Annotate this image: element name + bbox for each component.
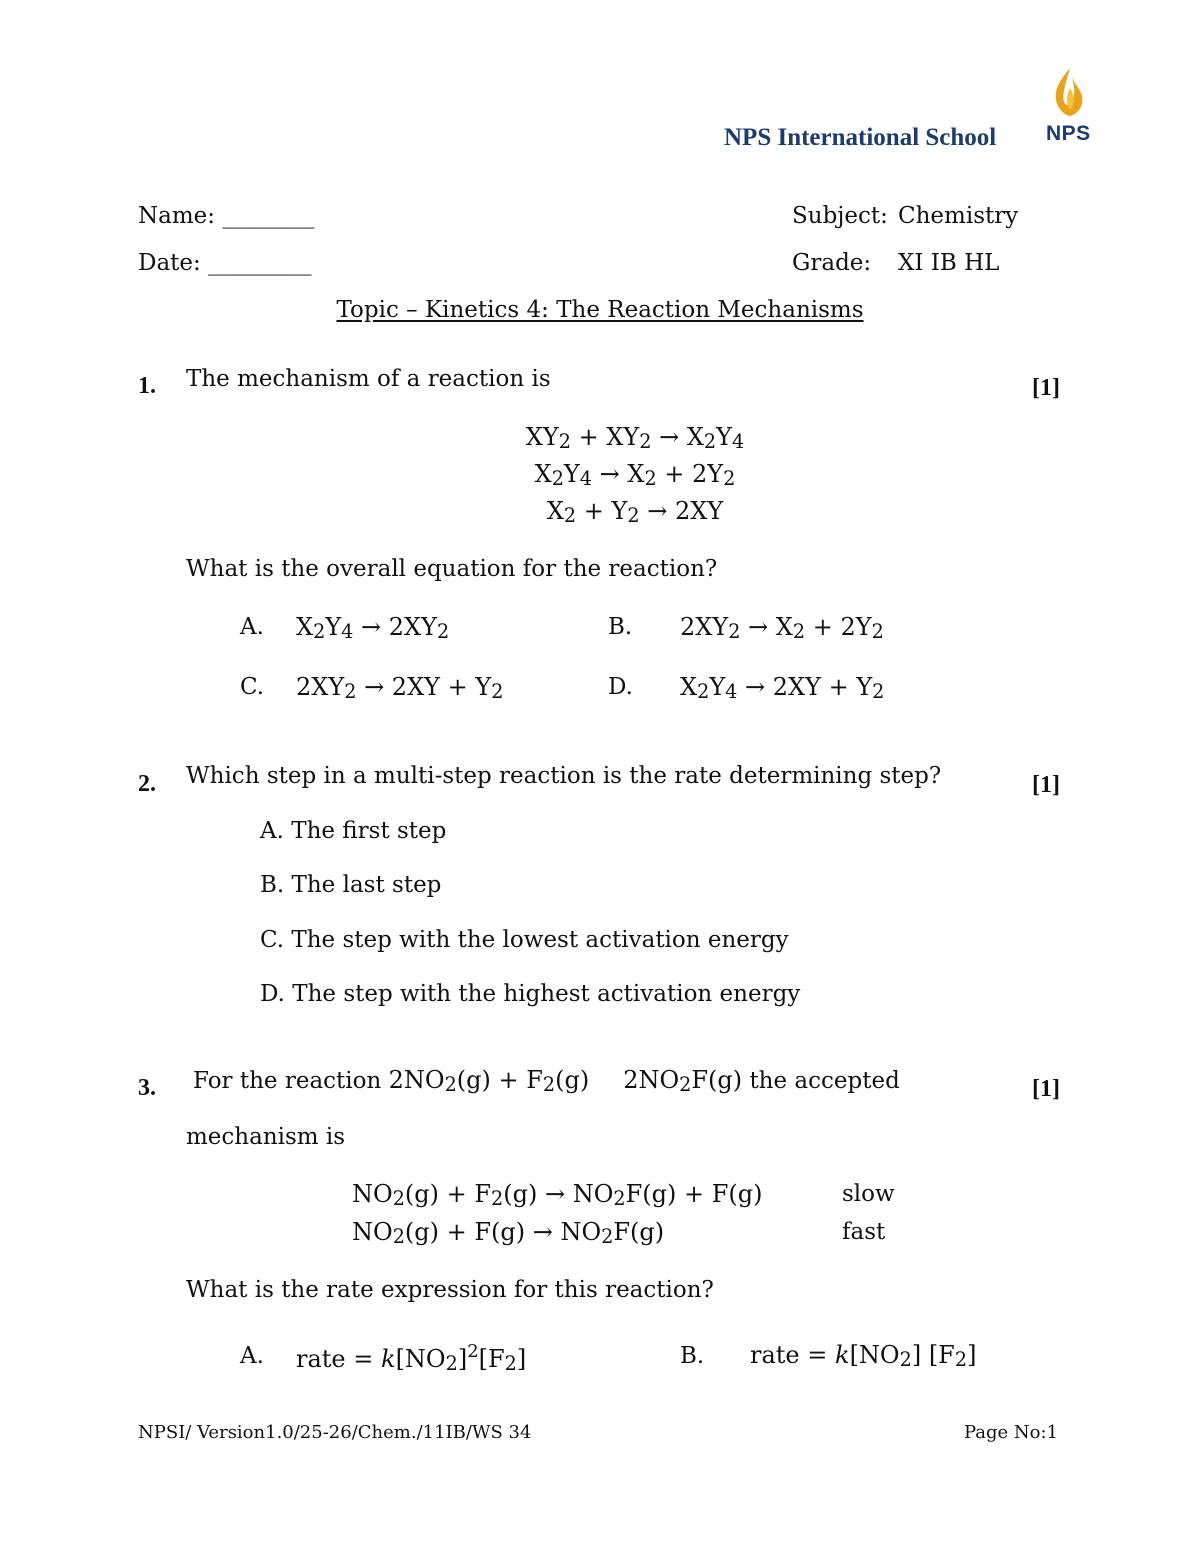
q3-option-b-label: B. — [680, 1343, 705, 1369]
q3-option-a[interactable]: rate = $k[NO_2]^2[F_2]$ — [296, 1341, 527, 1375]
subject-value: Chemistry — [898, 203, 1019, 229]
logo-text: NPS — [1046, 122, 1091, 145]
name-field — [138, 203, 314, 229]
q3-mechanism-step-2: $NO_2(g) + F(g) \to NO_2F(g)$ — [352, 1218, 665, 1248]
q1-mechanism-step-1: $XY_2 + XY_2 \to X_2Y_4$ — [525, 423, 745, 453]
q2-marks: [1] — [1032, 772, 1060, 798]
q1-option-b[interactable]: $2XY_2 \to X_2 + 2Y_2$ — [680, 613, 884, 643]
q3-text-line2: mechanism is — [186, 1124, 346, 1150]
q2-option-c[interactable]: C. The step with the lowest activation energy — [260, 927, 789, 953]
date-label: Date: — [138, 250, 201, 276]
q3-option-b[interactable]: rate = $k[NO_2]$ $[F_2]$ — [750, 1341, 977, 1371]
date-blank: _________ — [208, 250, 312, 276]
q1-option-d[interactable]: $X_2Y_4 \to 2XY + Y_2$ — [680, 673, 885, 703]
q3-mechanism-step-1: $NO_2(g) + F_2(g) \to NO_2F(g) + F(g)$ — [352, 1180, 763, 1210]
q3-step-1-speed: slow — [842, 1181, 895, 1207]
grade-value: XI IB HL — [898, 250, 1000, 276]
q2-option-d[interactable]: D. The step with the highest activation energy — [260, 981, 801, 1007]
q3-prompt: What is the rate expression for this reaction? — [186, 1277, 714, 1303]
q3-text-tail: the accepted — [749, 1068, 900, 1094]
q1-mechanism-step-3: $X_2 + Y_2 \to 2XY$ — [546, 497, 724, 527]
footer-code: NPSI/ Version1.0/25-26/Chem./11IB/WS 34 — [138, 1422, 532, 1443]
q1-prompt: What is the overall equation for the reaction? — [186, 556, 718, 582]
q1-option-a-label: A. — [240, 614, 264, 640]
date-field — [138, 250, 312, 276]
school-name: NPS International School — [724, 124, 997, 151]
q2-number: 2. — [138, 771, 156, 797]
q1-option-a[interactable]: $X_2Y_4 \to 2XY_2$ — [296, 613, 450, 643]
subject-label: Subject: — [792, 203, 888, 229]
q3-option-a-label: A. — [240, 1343, 264, 1369]
q3-step-2-speed: fast — [842, 1219, 886, 1245]
footer-page-number: Page No:1 — [964, 1422, 1059, 1443]
q1-option-c[interactable]: $2XY_2 \to 2XY + Y_2$ — [296, 673, 504, 703]
q2-option-a[interactable]: A. The first step — [260, 818, 447, 844]
q3-text-intro: For the reaction — [193, 1068, 382, 1094]
q1-option-b-label: B. — [608, 614, 633, 640]
q2-text: Which step in a multi-step reaction is the rate determining step? — [186, 763, 942, 789]
q1-text: The mechanism of a reaction is — [186, 366, 551, 392]
name-label: Name: — [138, 203, 216, 229]
q3-marks: [1] — [1032, 1076, 1060, 1102]
q1-number: 1. — [138, 373, 156, 399]
topic-title: Topic – Kinetics 4: The Reaction Mechanisms — [336, 297, 864, 323]
school-logo — [1044, 66, 1094, 150]
grade-label: Grade: — [792, 250, 872, 276]
q3-text — [193, 1066, 900, 1096]
q1-option-c-label: C. — [240, 674, 265, 700]
name-blank: ________ — [222, 203, 315, 229]
q1-option-d-label: D. — [608, 674, 633, 700]
q3-overall-equation: $2NO_2(g) + F_2(g)$ $2NO_2F(g)$ — [388, 1066, 743, 1096]
flame-icon — [1044, 66, 1094, 120]
q1-marks: [1] — [1032, 375, 1060, 401]
q1-mechanism-step-2: $X_2Y_4 \to X_2 + 2Y_2$ — [534, 460, 736, 490]
q3-number: 3. — [138, 1075, 156, 1101]
q2-option-b[interactable]: B. The last step — [260, 872, 442, 898]
